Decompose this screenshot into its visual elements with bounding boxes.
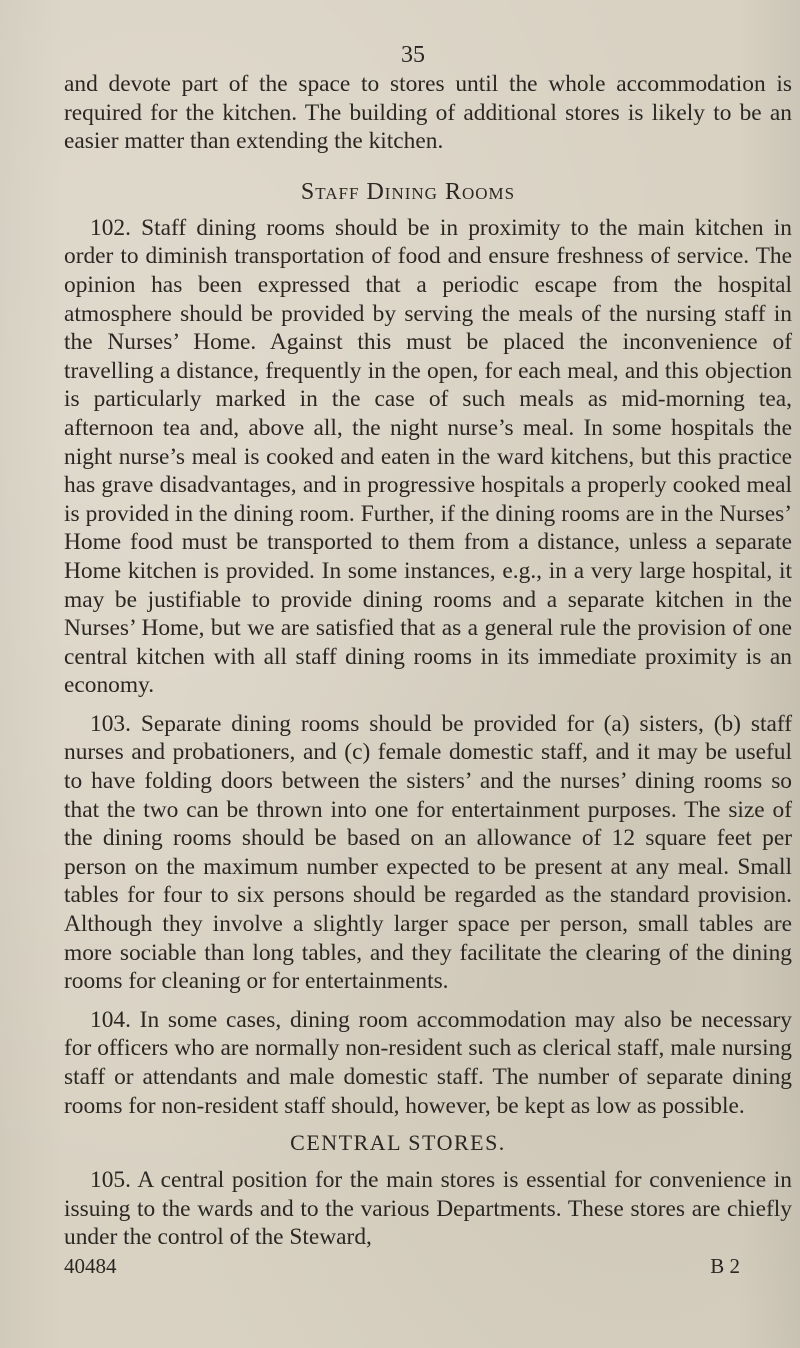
footer-signature-mark: B 2	[710, 1253, 740, 1278]
paragraph-gap	[64, 700, 792, 710]
page-number: 35	[401, 42, 425, 68]
heading-central-stores: CENTRAL STORES.	[290, 1130, 506, 1156]
paragraph-104: 104. In some cases, dining room accommodation may also be necessary for officers who are normally non-resident such as clerical staff, male nursing staff or attendants and male domestic staff. The number of separate dining rooms for non-resident staff should, however, be kept as low as possible.	[64, 1006, 792, 1119]
paragraph-105: 105. A central position for the main stores is essential for convenience in issuing to the wards and to the various Departments. These stores are chiefly under the control of the Steward,	[64, 1167, 792, 1251]
footer-print-code: 40484	[64, 1253, 117, 1278]
paragraph-103: 103. Separate dining rooms should be provided for (a) sisters, (b) staff nurses and probationers, and (c) female domestic staff, and it may be useful to have folding doors between the sisters’ and the nurses’ dining rooms so that the two can be thrown into one for entertainment purposes. The size of the dining rooms should be based on an allowance of 12 square feet per person on the maximum number expected to be present at any meal. Small tables for four to six persons should be regarded as the standard provision. Although they involve a slightly larger space per person, small tables are more sociable than long tables, and they facilitate the clearing of the dining rooms for cleaning or for entertainments.	[64, 710, 792, 995]
heading-staff-dining-rooms: Staff Dining Rooms	[300, 178, 516, 205]
paragraph-gap	[64, 996, 792, 1006]
document-page	[64, 40, 792, 1279]
paragraph-102: 102. Staff dining rooms should be in proximity to the main kitchen in order to diminish transportation of food and ensure freshness of service. The opinion has been expressed that a periodic escape from the hospital atmosphere should be provided by serving the meals of the nursing staff in the Nurses’ Home. Against this must be placed the inconvenience of travelling a distance, frequently in the open, for each meal, and this objection is particularly marked in the case of such meals as mid-morning tea, afternoon tea and, above all, the night nurse’s meal. In some hospitals the night nurse’s meal is cooked and eaten in the ward kitchens, but this practice has grave disadvantages, and in progressive hospitals a properly cooked meal is provided in the dining room. Further, if the dining rooms are in the Nurses’ Home food must be transported to them from a distance, unless a separate Home kitchen is provided. In some instances, e.g., in a very large hospital, it may be justifiable to provide dining rooms and a separate kitchen in the Nurses’ Home, but we are satisfied that as a general rule the provision of one central kitchen with all staff dining rooms in its immediate proximity is an economy.	[64, 214, 792, 699]
page-footer	[64, 1254, 792, 1279]
opening-paragraph: and devote part of the space to stores until the whole accommodation is required for the kitchen. The building of additional stores is likely to be an easier matter than extending the kitchen.	[64, 71, 792, 155]
